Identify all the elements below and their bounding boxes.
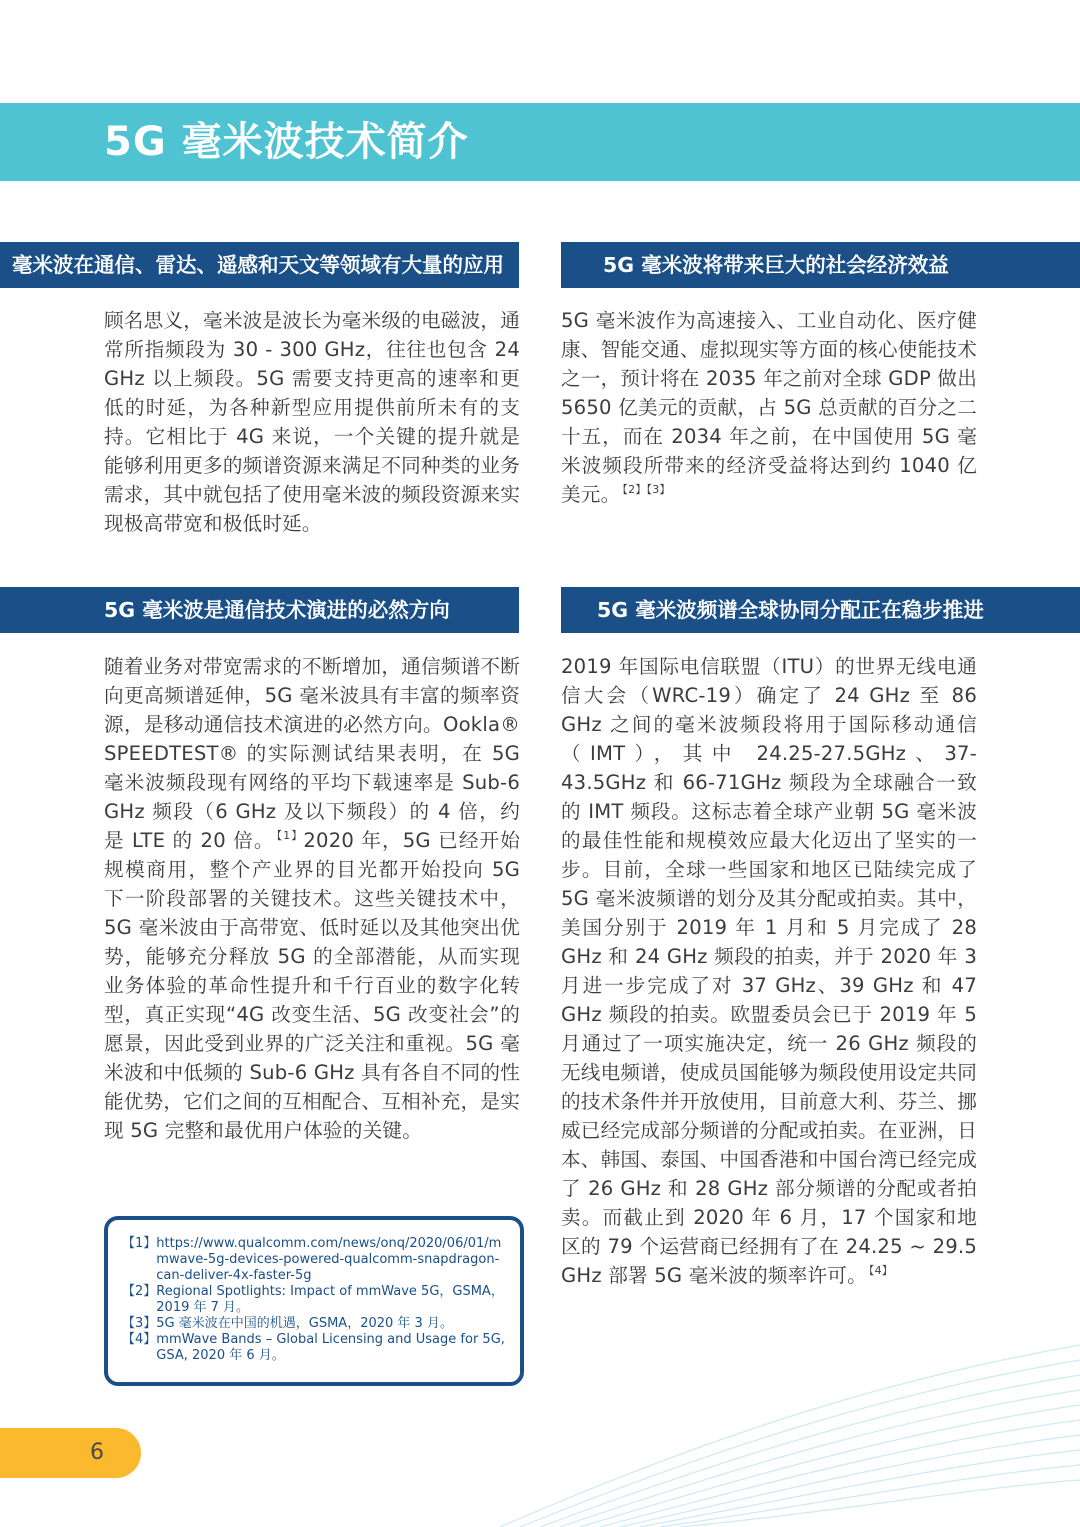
reference-text: Regional Spotlights: Impact of mmWave 5G，GSMA，2019 年 7 月。	[156, 1284, 504, 1315]
reference-item	[122, 1284, 506, 1316]
reference-marker: 【4】	[868, 1264, 893, 1278]
reference-item	[122, 1236, 506, 1284]
title-banner	[0, 103, 1080, 181]
body-text-part1: 随着业务对带宽需求的不断增加，通信频谱不断向更高频谱延伸，5G 毫米波具有丰富的频率资源，是移动通信技术演进的必然方向。Ookla® SPEEDTEST® 的实际测试结果表明，在 5G 毫米波频段现有网络的平均下载速率是 Sub-6 GHz 频段（6 GHz 及以下频段）的 4 倍，约是 LTE 的 20 倍。	[104, 655, 520, 852]
reference-number: 【1】	[122, 1236, 157, 1251]
reference-number: 【4】	[122, 1332, 157, 1347]
page-title: 5G 毫米波技术简介	[104, 119, 469, 165]
section-heading-text: 毫米波在通信、雷达、遥感和天文等领域有大量的应用	[12, 253, 504, 277]
section-body-economic-benefits	[561, 306, 977, 509]
body-text: 2019 年国际电信联盟（ITU）的世界无线电通信大会（WRC-19）确定了 24 GHz 至 86 GHz 之间的毫米波频段将用于国际移动通信（IMT），其中 24.25-27.5GHz、37-43.5GHz 和 66-71GHz 频段为全球融合一致的 IMT 频段。这标志着全球产业朝 5G 毫米波的最佳性能和规模效应最大化迈出了坚实的一步。目前，全球一些国家和地区已陆续完成了 5G 毫米波频谱的划分及其分配或拍卖。其中，美国分别于 2019 年 1 月和 5 月完成了 28 GHz 和 24 GHz 频段的拍卖，并于 2020 年 3 月进一步完成了对 37 GHz、39 GHz 和 47 GHz 频段的拍卖。欧盟委员会已于 2019 年 5 月通过了一项实施决定，统一 26 GHz 频段的无线电频谱，使成员国能够为频段使用设定共同的技术条件并开放使用，目前意大利、芬兰、挪威已经完成部分频谱的分配或拍卖。在亚洲，日本、韩国、泰国、中国香港和中国台湾已经完成了 26 GHz 和 28 GHz 部分频谱的分配或者拍卖。而截止到 2020 年 6 月，17 个国家和地区的 79 个运营商已经拥有了在 24.25 ~ 29.5 GHz 部署 5G 毫米波的频率许可。	[561, 655, 977, 1287]
reference-number: 【2】	[122, 1284, 157, 1299]
page-number: 6	[90, 1440, 104, 1465]
section-heading-economic-benefits	[561, 242, 1080, 288]
page-number-badge	[0, 1428, 141, 1478]
section-heading-text: 5G 毫米波是通信技术演进的必然方向	[104, 598, 450, 622]
reference-item	[122, 1316, 506, 1332]
body-text: 5G 毫米波作为高速接入、工业自动化、医疗健康、智能交通、虚拟现实等方面的核心使能技术之一，预计将在 2035 年之前对全球 GDP 做出 5650 亿美元的贡献，占 5G 总贡献的百分之二十五，而在 2034 年之前，在中国使用 5G 毫米波频段所带来的经济受益将达到约 1040 亿美元。	[561, 309, 977, 506]
section-heading-spectrum-allocation	[561, 587, 1080, 633]
section-body-evolution	[104, 652, 520, 1145]
reference-marker: 【1】	[276, 829, 304, 843]
section-heading-evolution	[0, 587, 519, 633]
section-heading-text: 5G 毫米波频谱全球协同分配正在稳步推进	[597, 598, 984, 622]
section-body-spectrum-allocation	[561, 652, 977, 1290]
body-text-part2: 2020 年，5G 已经开始规模商用，整个产业界的目光都开始投向 5G 下一阶段部署的关键技术。这些关键技术中，5G 毫米波由于高带宽、低时延以及其他突出优势，能够充分释放 5G 的全部潜能，从而实现业务体验的革命性提升和千行百业的数字化转型，真正实现“4G 改变生活、5G 改变社会”的愿景，因此受到业界的广泛关注和重视。5G 毫米波和中低频的 Sub-6 GHz 具有各自不同的性能优势，它们之间的互相配合、互相补充，是实现 5G 完整和最优用户体验的关键。	[104, 829, 520, 1142]
section-heading-text: 5G 毫米波将带来巨大的社会经济效益	[603, 253, 949, 277]
references-box	[104, 1216, 524, 1386]
reference-item	[122, 1332, 506, 1364]
reference-link[interactable]: https://www.qualcomm.com/news/onq/2020/06/01/mmwave-5g-devices-powered-qualcomm-snapdragon-can-deliver-4x-faster-5g	[156, 1236, 502, 1283]
section-heading-applications	[0, 242, 519, 288]
reference-marker: 【2】【3】	[622, 483, 671, 497]
reference-number: 【3】	[122, 1316, 157, 1331]
reference-text: mmWave Bands – Global Licensing and Usage for 5G, GSA, 2020 年 6 月。	[156, 1332, 505, 1363]
reference-text: 5G 毫米波在中国的机遇，GSMA，2020 年 3 月。	[156, 1316, 453, 1331]
section-body-applications: 顾名思义，毫米波是波长为毫米级的电磁波，通常所指频段为 30 - 300 GHz，往往也包含 24 GHz 以上频段。5G 需要支持更高的速率和更低的时延，为各种新型应用提供前所未有的支持。它相比于 4G 来说，一个关键的提升就是能够利用更多的频谱资源来满足不同种类的业务需求，其中就包括了使用毫米波的频段资源来实现极高带宽和极低时延。	[104, 309, 520, 535]
